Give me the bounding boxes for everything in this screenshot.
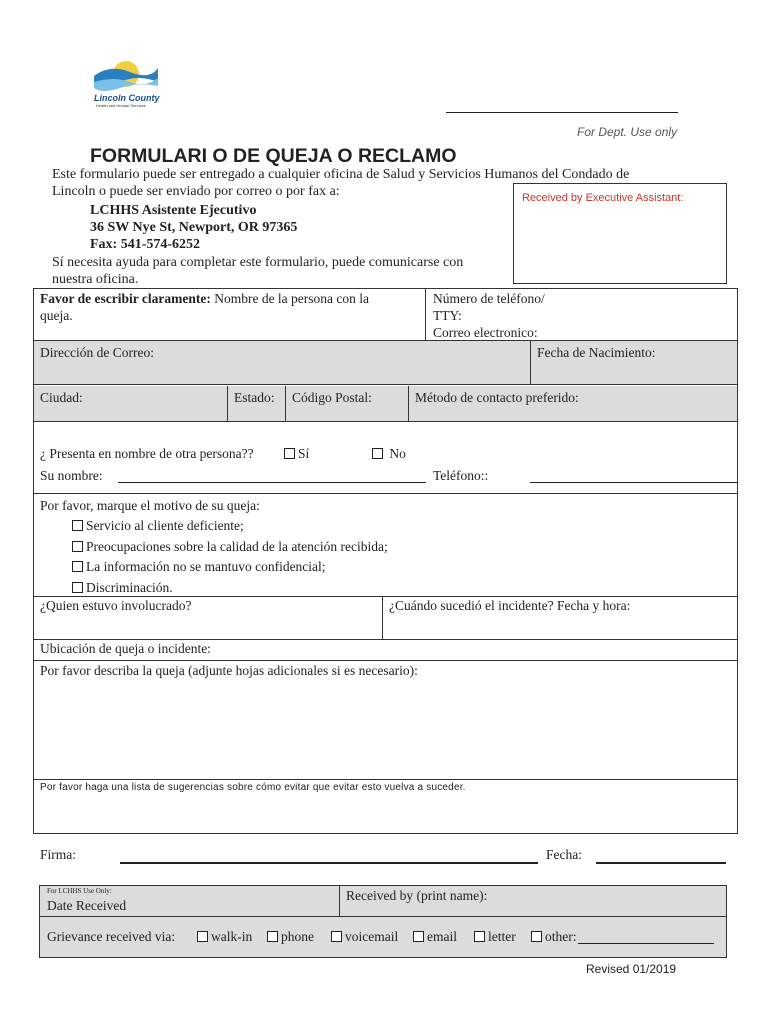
date-received-field[interactable]: Date Received: [47, 898, 127, 913]
divider: [34, 639, 737, 640]
reason-label: Discriminación.: [86, 580, 173, 595]
dept-use-label: For Dept. Use only: [577, 125, 678, 139]
name-field-bold: Favor de escribir claramente:: [40, 291, 211, 306]
reason-checkbox[interactable]: [72, 561, 83, 572]
suggestions-field[interactable]: Por favor haga una lista de sugerencias sobre cómo evitar que evitar esto vuelva a suceder.: [40, 782, 466, 793]
your-phone-label: Teléfono::: [433, 468, 489, 483]
received-by-name-field[interactable]: Received by (print name):: [346, 888, 488, 903]
via-phone[interactable]: [267, 929, 314, 945]
name-field-text: Nombre de la persona con la: [210, 291, 370, 306]
signature-label: Firma:: [40, 847, 76, 862]
logo-sunrise-icon: [90, 52, 162, 92]
reason-label: Servicio al cliente deficiente;: [86, 518, 244, 533]
divider: [285, 386, 286, 422]
via-checkbox[interactable]: [531, 931, 542, 942]
address-line-2: 36 SW Nye St, Newport, OR 97365: [90, 220, 298, 235]
reason-checkbox[interactable]: [72, 520, 83, 531]
via-label: email: [427, 929, 457, 944]
divider: [39, 916, 727, 917]
via-email[interactable]: [413, 929, 457, 945]
no-checkbox[interactable]: [372, 448, 383, 459]
via-other[interactable]: [531, 929, 577, 945]
reason-option-2[interactable]: [72, 539, 388, 555]
received-by-assistant-box: [513, 183, 727, 284]
reason-checkbox[interactable]: [72, 582, 83, 593]
reason-option-3[interactable]: [72, 559, 326, 575]
via-checkbox[interactable]: [331, 931, 342, 942]
state-field[interactable]: Estado:: [234, 390, 275, 405]
via-checkbox[interactable]: [267, 931, 278, 942]
divider: [382, 596, 383, 639]
who-involved-field[interactable]: ¿Quien estuvo involucrado?: [40, 598, 192, 613]
divider: [34, 596, 737, 597]
via-other-input[interactable]: [578, 943, 714, 944]
contact-method-field[interactable]: Método de contacto preferido:: [415, 390, 579, 405]
no-label: No: [389, 446, 406, 461]
on-behalf-yes[interactable]: [284, 446, 309, 462]
logo-tagline: Health and Human Services: [96, 103, 146, 108]
reason-label: La información no se mantuvo confidencial;: [86, 559, 326, 574]
page-title: FORMULARI O DE QUEJA O RECLAMO: [90, 145, 457, 167]
divider: [34, 779, 737, 780]
mailing-address-field[interactable]: Dirección de Correo:: [40, 345, 154, 360]
via-label: walk-in: [211, 929, 253, 944]
divider: [530, 340, 531, 385]
reason-prompt: Por favor, marque el motivo de su queja:: [40, 498, 260, 513]
name-field-label-2: queja.: [40, 308, 73, 323]
via-label: phone: [281, 929, 314, 944]
your-name-label: Su nombre:: [40, 468, 103, 483]
your-phone-input[interactable]: [530, 482, 738, 483]
grievance-via-label: Grievance received via:: [47, 929, 176, 944]
divider: [34, 493, 737, 494]
via-letter[interactable]: [474, 929, 516, 945]
via-walk-in[interactable]: [197, 929, 252, 945]
address-line-1: LCHHS Asistente Ejecutivo: [90, 203, 257, 218]
intro-line-2: Lincoln o puede ser enviado por correo o por fax a:: [52, 184, 340, 199]
on-behalf-question: ¿ Presenta en nombre de otra persona??: [40, 446, 254, 461]
via-checkbox[interactable]: [413, 931, 424, 942]
email-field-label[interactable]: Correo electronico:: [433, 325, 538, 340]
via-voicemail[interactable]: [331, 929, 398, 945]
fax-line: Fax: 541-574-6252: [90, 237, 201, 252]
yes-checkbox[interactable]: [284, 448, 295, 459]
via-label: letter: [488, 929, 516, 944]
office-use-small-label: For LCHHS Use Only:: [47, 887, 112, 895]
tty-field-label[interactable]: TTY:: [433, 308, 462, 323]
location-field[interactable]: Ubicación de queja o incidente:: [40, 641, 211, 656]
help-line-2: nuestra oficina.: [52, 272, 139, 287]
divider: [227, 386, 228, 422]
intro-line-1: Este formulario puede ser entregado a cualquier oficina de Salud y Servicios Humanos del Condado de: [52, 167, 630, 182]
received-by-assistant-label: Received by Executive Assistant:: [522, 192, 684, 204]
divider: [408, 386, 409, 422]
reason-label: Preocupaciones sobre la calidad de la atención recibida;: [86, 539, 388, 554]
phone-field-label[interactable]: Número de teléfono/: [433, 291, 545, 306]
city-state-row: [34, 386, 737, 422]
divider: [34, 660, 737, 661]
zip-field[interactable]: Código Postal:: [292, 390, 372, 405]
signature-input[interactable]: [120, 862, 538, 864]
county-logo: [90, 52, 162, 108]
describe-complaint-field[interactable]: Por favor describa la queja (adjunte hojas adicionales si es necesario):: [40, 663, 418, 678]
incident-date-field[interactable]: ¿Cuándo sucedió el incidente? Fecha y hora:: [389, 598, 631, 613]
via-checkbox[interactable]: [197, 931, 208, 942]
reason-option-4[interactable]: [72, 580, 173, 596]
on-behalf-no[interactable]: [372, 446, 406, 462]
name-field-label[interactable]: [40, 291, 420, 307]
via-checkbox[interactable]: [474, 931, 485, 942]
yes-label: Sí: [298, 446, 310, 461]
divider: [339, 885, 340, 916]
date-label: Fecha:: [546, 847, 582, 862]
revised-date: Revised 01/2019: [586, 962, 677, 976]
your-name-input[interactable]: [118, 482, 426, 483]
dept-use-line: [446, 112, 678, 113]
via-label: voicemail: [345, 929, 399, 944]
date-input[interactable]: [596, 862, 726, 864]
logo-name: Lincoln County: [94, 93, 160, 103]
reason-checkbox[interactable]: [72, 541, 83, 552]
city-field[interactable]: Ciudad:: [40, 390, 83, 405]
via-label: other:: [545, 929, 577, 944]
divider: [425, 288, 426, 340]
reason-option-1[interactable]: [72, 518, 244, 534]
birth-date-field[interactable]: Fecha de Nacimiento:: [537, 345, 656, 360]
help-line-1: Sí necesita ayuda para completar este formulario, puede comunicarse con: [52, 255, 464, 270]
